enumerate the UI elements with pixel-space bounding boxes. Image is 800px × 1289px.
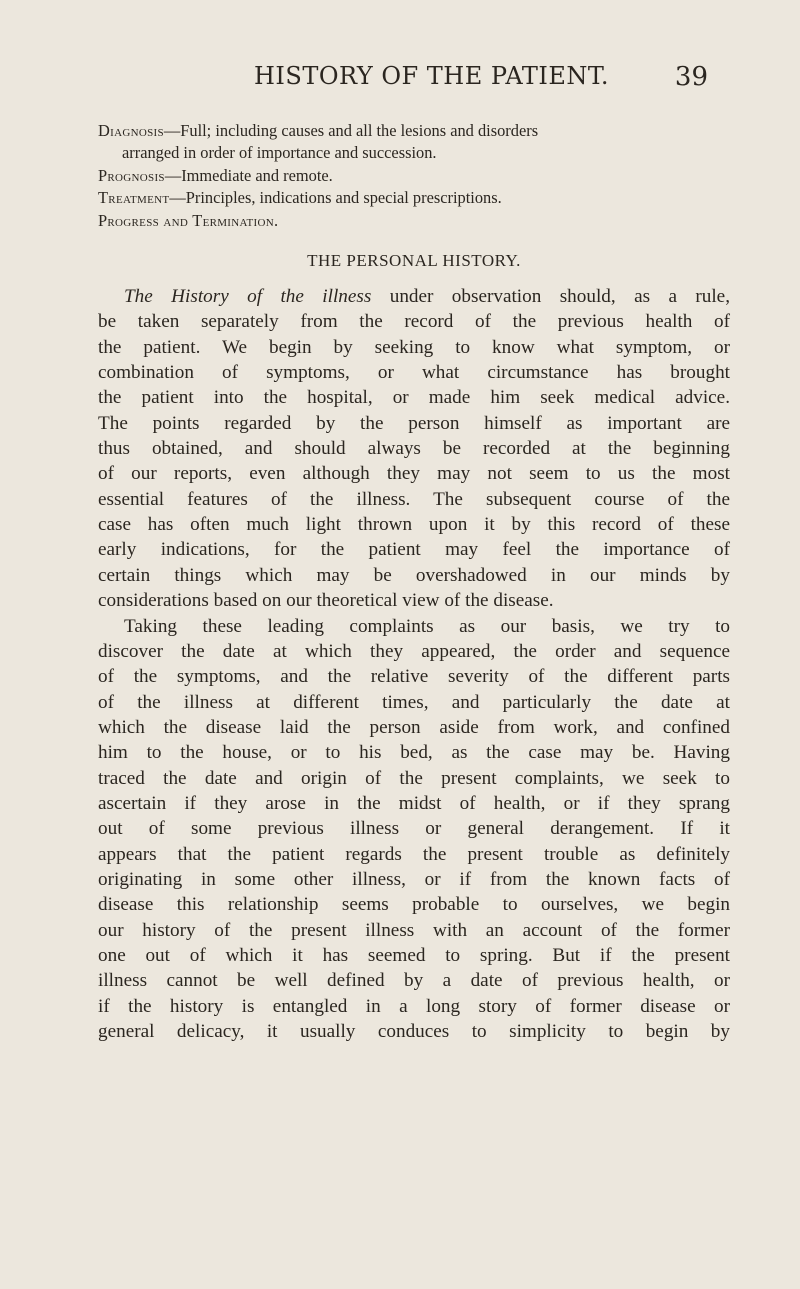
paragraph-line: essential features of the illness. The subsequent course of the (98, 488, 730, 510)
paragraph-line: case has often much light thrown upon it by this record of these (98, 514, 730, 536)
page-number: 39 (674, 62, 708, 92)
report-outline-list (98, 120, 730, 232)
list-item-diagnosis (98, 120, 730, 142)
italic-lead: The History of the illness (124, 286, 372, 308)
paragraph-line: The points regarded by the person himself as important are (98, 412, 730, 434)
paragraph-line: Taking these leading complaints as our basis, we try to (124, 615, 730, 637)
paragraph-line: considerations based on our theoretical view of the disease. (98, 590, 554, 612)
paragraph-line: out of some previous illness or general derangement. If it (98, 818, 730, 840)
paragraph-line: disease this relationship seems probable to ourselves, we begin (98, 894, 730, 916)
paragraph-line: the patient into the hospital, or made him seek medical advice. (98, 387, 730, 409)
paragraph-line: if the history is entangled in a long story of former disease or (98, 995, 730, 1017)
list-term: Prognosis (98, 165, 165, 185)
list-item-progress (98, 210, 730, 232)
list-term: Progress and Termination. (98, 210, 279, 230)
paragraph-line: early indications, for the patient may feel the importance of (98, 539, 730, 561)
paragraph-history-of-illness (98, 284, 730, 613)
paragraph-line: appears that the patient regards the present trouble as definitely (98, 843, 730, 865)
paragraph-line: him to the house, or to his bed, as the case may be. Having (98, 742, 730, 764)
paragraph-line: of the illness at different times, and particularly the date at (98, 691, 730, 713)
paragraph-line: the patient. We begin by seeking to know what symptom, or (98, 336, 730, 358)
paragraph-line: originating in some other illness, or if from the known facts of (98, 868, 730, 890)
paragraph-line: be taken separately from the record of the previous health of (98, 311, 730, 333)
paragraph-leading-complaints (98, 614, 730, 1045)
paragraph-line: certain things which may be overshadowed in our minds by (98, 564, 730, 586)
list-text: —Immediate and remote. (164, 165, 333, 185)
list-item-diagnosis-continued: arranged in order of importance and succession. (122, 143, 437, 163)
list-term: Diagnosis (98, 121, 164, 140)
paragraph-line: of the symptoms, and the relative severity of the different parts (98, 666, 730, 688)
running-title: HISTORY OF THE PATIENT. (254, 62, 609, 90)
paragraph-line: discover the date at which they appeared, the order and sequence (98, 640, 730, 662)
paragraph-line: one out of which it has seemed to spring. But if the present (98, 944, 730, 966)
paragraph-line: The History of the illness under observation should, as a rule, (124, 286, 730, 308)
list-text: —Principles, indications and special prescriptions. (169, 188, 502, 208)
paragraph-line: of our reports, even although they may not seem to us the most (98, 463, 730, 485)
list-item-prognosis (98, 165, 730, 187)
page-body (98, 120, 730, 1044)
paragraph-line: illness cannot be well defined by a date of previous health, or (98, 970, 730, 992)
paragraph-line: thus obtained, and should always be recorded at the beginning (98, 438, 730, 460)
running-head (0, 62, 800, 102)
list-text: —Full; including causes and all the lesions and disorders (163, 121, 539, 140)
paragraph-line: which the disease laid the person aside from work, and confined (98, 716, 730, 738)
paragraph-line: combination of symptoms, or what circumstance has brought (98, 362, 730, 384)
paragraph-line: ascertain if they arose in the midst of health, or if they sprang (98, 792, 730, 814)
list-item-treatment (98, 187, 730, 209)
paragraph-line: general delicacy, it usually conduces to simplicity to begin by (98, 1021, 730, 1042)
paragraph-line: our history of the present illness with an account of the former (98, 919, 730, 941)
section-heading: THE PERSONAL HISTORY. (307, 251, 521, 271)
list-term: Treatment (98, 188, 170, 208)
paragraph-line: traced the date and origin of the present complaints, we seek to (98, 767, 730, 789)
